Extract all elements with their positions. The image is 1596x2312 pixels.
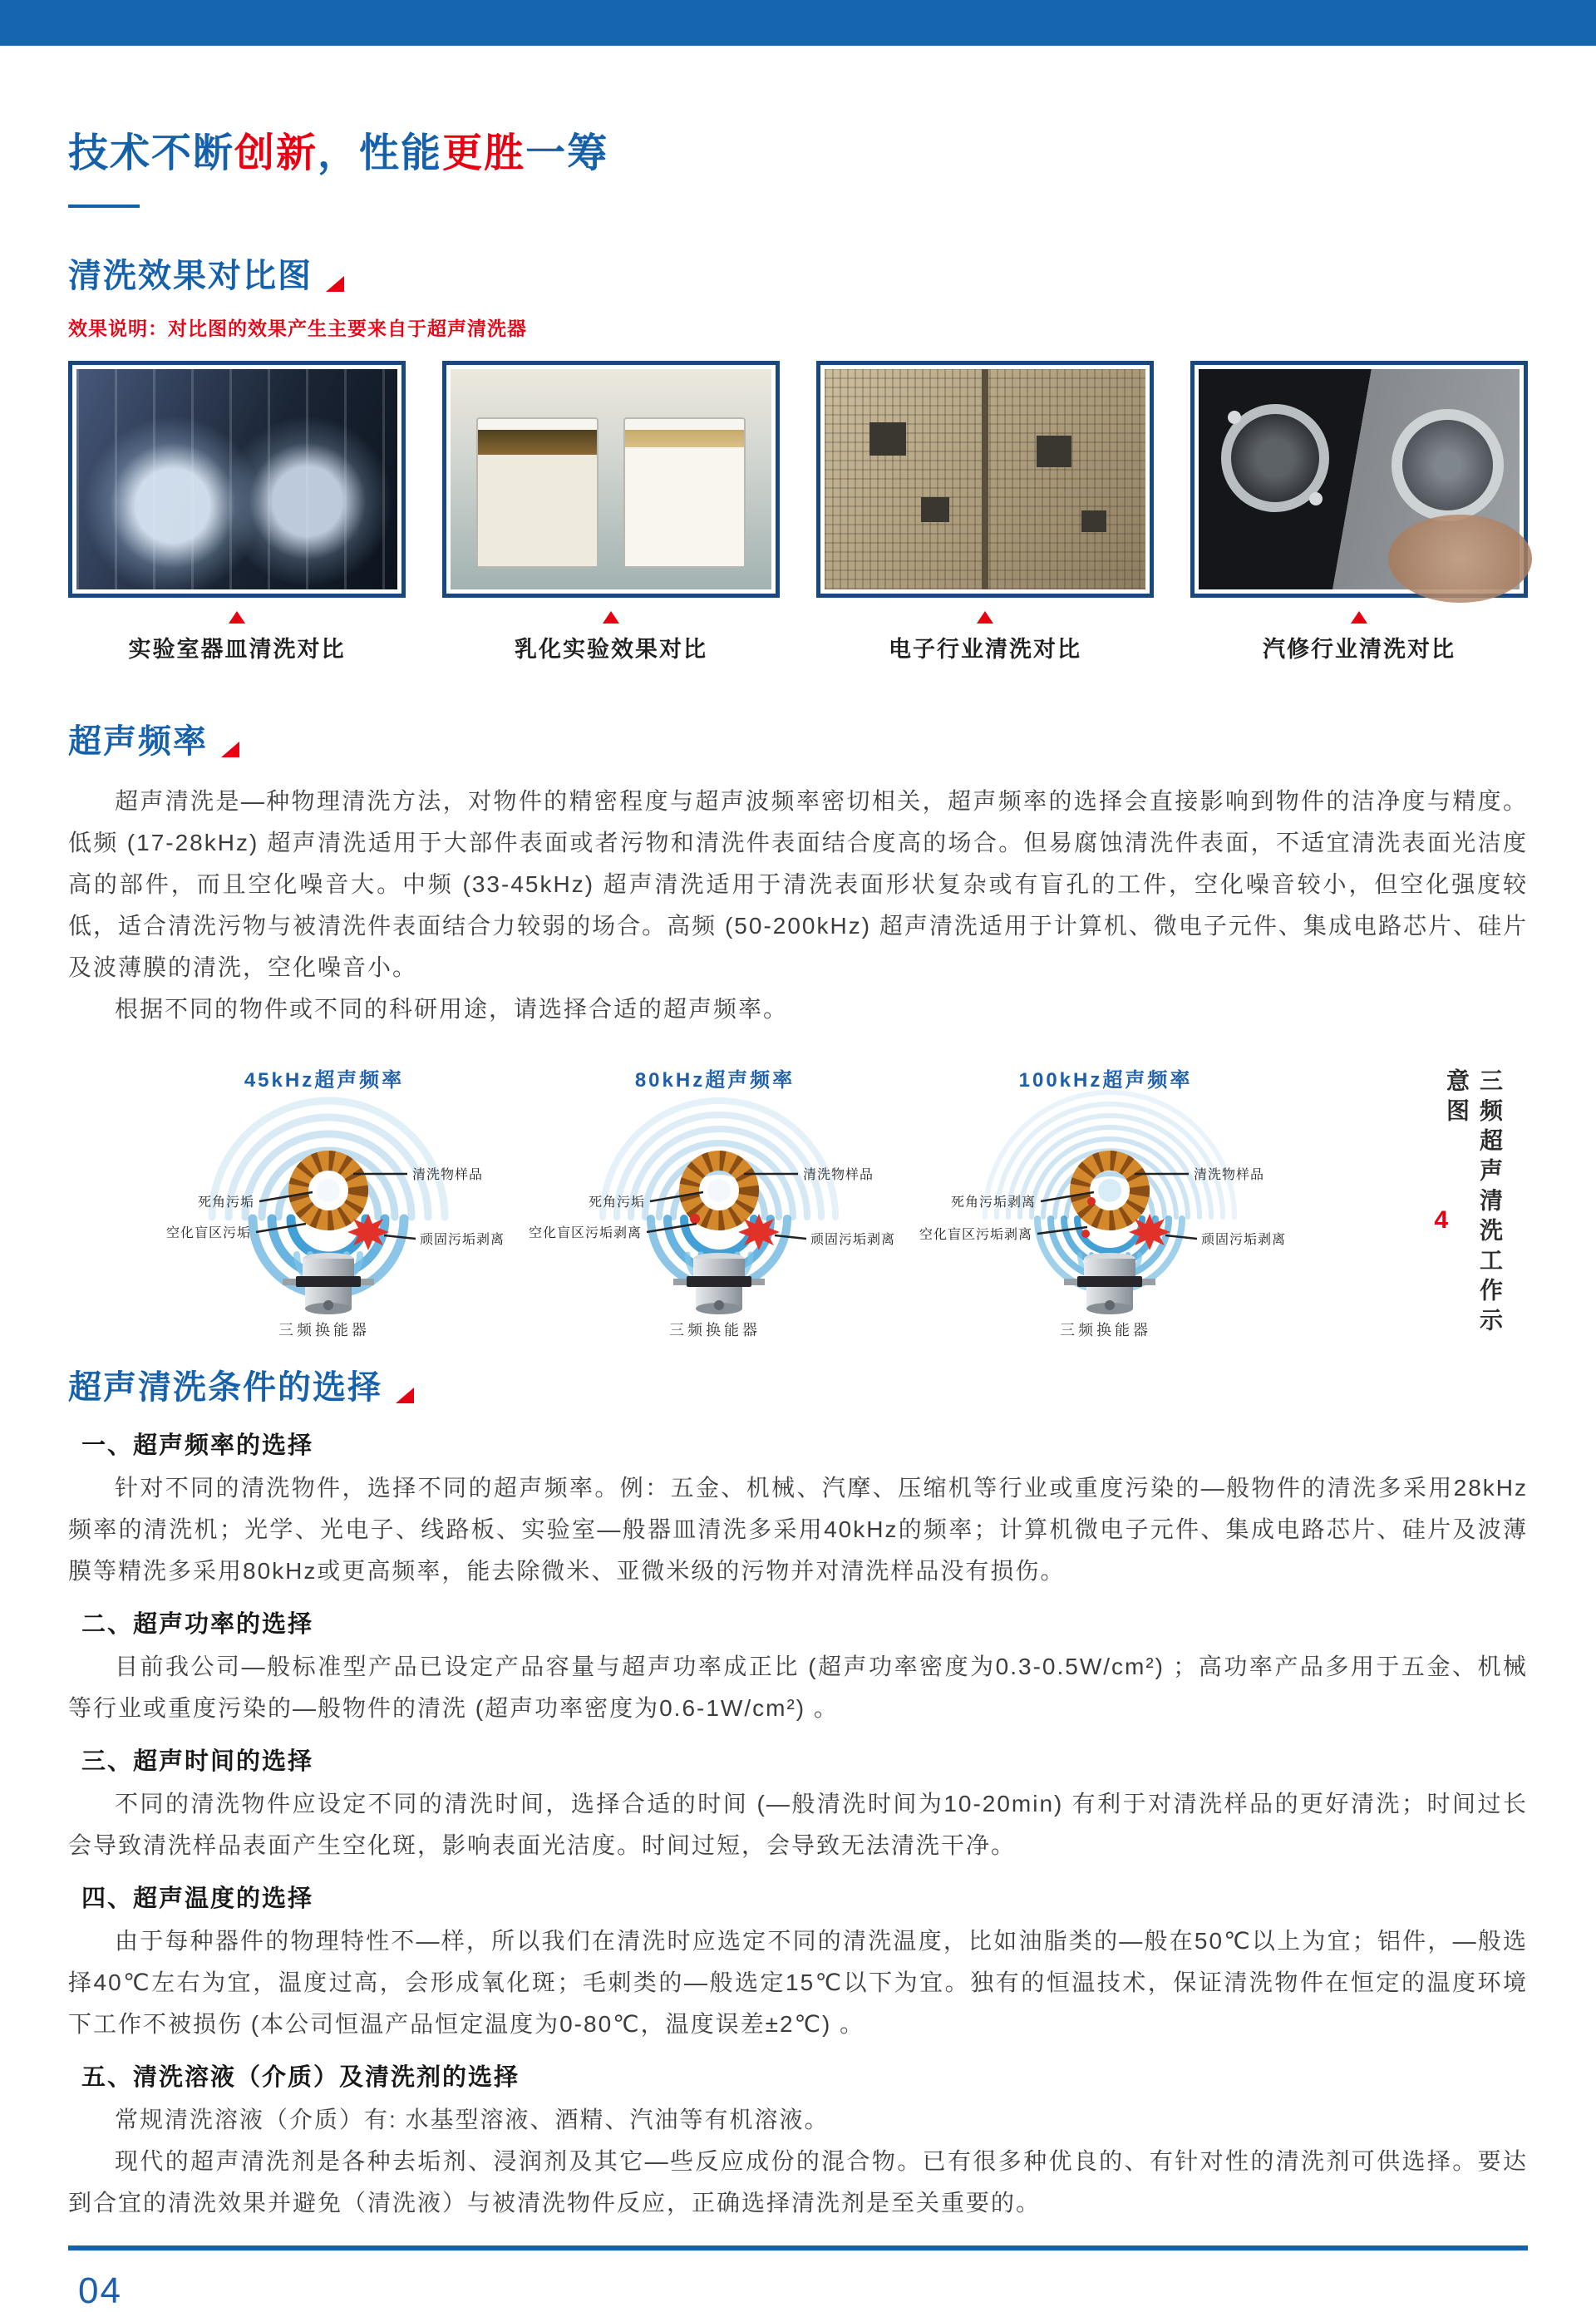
ultrasonic-diagram-graphic [158,1092,505,1317]
beaker-oil-layer [478,430,597,455]
label-stubborn-dirt: 顽固污垢剥离 [810,1233,896,1247]
stubborn-dirt-burst [738,1214,780,1250]
beaker-milk-layer [478,455,597,566]
diagram-title: 45kHz超声频率 [244,1069,405,1092]
caption-triangle-icon [229,611,245,624]
label-dead-corner: 死角污垢 [197,1195,254,1210]
title-segment: ， [318,131,360,175]
condition-item-paragraph: 不同的清洗物件应设定不同的清洗时间，选择合适的时间 (—般清洗时间为10-20min) 有利于对清洗样品的更好清洗；时间过长会导致清洗样品表面产生空化斑，影响表面光洁度。时间过短，会导致无法清洗干净。 [68,1791,1528,1858]
frequency-paragraph: 超声清洗是—种物理清洗方法，对物件的精密程度与超声波频率密切相关，超声频率的选择会直接影响到物件的洁净度与精度。低频 (17-28kHz) 超声清洗适用于大部件表面或者污物和清洗件表面结合度高的场合。但易腐蚀清洗件表面，不适宜清洗表面光洁度高的部件，而且空化噪音大。中频 (33-45kHz) 超声清洗适用于清洗表面形状复杂或有盲孔的工件，空化噪音较小，但空化强度较低，适合清洗污物与被清洗件表面结合力较弱的场合。高频 (50-200kHz) 超声清洗适用于计算机、微电子元件、集成电路芯片、硅片及波薄膜的清洗，空化噪音小。 [68,788,1528,980]
title-underline [68,205,140,208]
ultrasonic-diagram-graphic [528,1092,896,1317]
diagram-title: 100kHz超声频率 [1018,1069,1193,1092]
diagram-80khz [528,1063,896,1338]
dead-corner-dirt-dot [1087,1197,1096,1205]
bottom-divider [68,2245,1528,2250]
side-number: 4 [1434,1206,1448,1234]
photo-caption: 汽修行业清洗对比 [1263,637,1456,662]
photo-lab-glassware-image [76,369,397,589]
title-segment: 创新 [234,131,318,175]
photo-emulsion-beakers-image [451,369,771,589]
frequency-diagrams-row [68,1063,1528,1338]
label-cavitation-blind: 空化盲区污垢剥离 [528,1226,642,1240]
bolt [1309,492,1323,505]
page-title [68,121,1528,178]
condition-item-paragraph: 常规清洗溶液（介质）有: 水基型溶液、酒精、汽油等有机溶液。 [115,2107,830,2132]
frequency-section-heading [68,715,1528,762]
photo-caption: 电子行业清洗对比 [889,637,1081,662]
beaker-milk-layer [625,447,744,566]
beaker-right [623,417,746,567]
label-cavitation-blind: 空化盲区污垢剥离 [919,1228,1032,1242]
blind-zone-dirt-dot [690,1214,700,1224]
hand-hint [1388,515,1533,603]
photo-lab-glassware [68,361,406,598]
label-sample: 清洗物样品 [803,1168,874,1182]
top-blue-bar [0,0,1596,46]
transducer-caption: 三频换能器 [669,1322,761,1338]
title-segment: 性能 [359,131,443,175]
pcb-divider [982,369,988,589]
condition-item-paragraph: 由于每种器件的物理特性不—样，所以我们在清洗时应选定不同的清洗温度，比如油脂类的—般在50℃以上为宜；铝件，—般选择40℃左右为宜，温度过高，会形成氧化斑；毛刺类的—般选定15℃以下为宜。独有的恒温技术，保证清洗物件在恒定的温度环境下工作不被损伤 (本公司恒温产品恒定温度为0-80℃，温度误差±2℃) 。 [68,1928,1528,2037]
caption-triangle-icon [977,611,993,624]
caption-triangle-icon [603,611,619,624]
caption-triangle-icon [1351,611,1367,624]
condition-item-title: 五、清洗溶液（介质）及清洗剂的选择 [81,2064,520,2091]
conditions-section-heading [68,1361,1528,1408]
photo-circuit-boards-image [825,369,1145,589]
photo-auto-parts [1190,361,1528,598]
condition-item-title: 二、超声功率的选择 [81,1611,314,1638]
pcb-chip [869,422,906,456]
photo-emulsion-beakers [442,361,780,598]
comparison-photo-item [68,361,406,663]
compare-section-heading [68,249,1528,297]
triangle-marker-icon [396,1388,414,1403]
compare-heading-text: 清洗效果对比图 [68,258,313,294]
beaker-oil-layer [625,430,744,447]
page-content [0,121,1596,2312]
throttle-body-left [1221,404,1329,512]
photo-auto-parts-image [1199,369,1520,589]
stubborn-dirt-burst [347,1214,389,1250]
comparison-photos-row [68,361,1528,663]
transducer-graphic [1064,1253,1155,1314]
condition-item-paragraph: 针对不同的清洗物件，选择不同的超声频率。例：五金、机械、汽摩、压缩机等行业或重度污染的—般物件的清洗多采用28kHz频率的清洗机；光学、光电子、线路板、实验室—般器皿清洗多采用40kHz的频率；计算机微电子元件、集成电路芯片、硅片及波薄膜等精洗多采用80kHz或更高频率，能去除微米、亚微米级的污物并对清洗样品没有损伤。 [68,1475,1528,1584]
photo-circuit-boards [816,361,1154,598]
beaker-left [476,417,598,567]
photo-caption: 乳化实验效果对比 [515,637,707,662]
condition-item-title: 三、超声时间的选择 [81,1748,314,1775]
diagram-title: 80kHz超声频率 [634,1069,796,1092]
condition-item-paragraph: 目前我公司—般标准型产品已设定产品容量与超声功率成正比 (超声功率密度为0.3-0.5W/cm²) ；高功率产品多用于五金、机械等行业或重度污染的—般物件的清洗 (超声功率密度为0.6-1W/cm²) 。 [68,1654,1528,1721]
title-segment: 技术不断 [68,131,235,175]
bolt [1228,411,1241,424]
diagram-100khz [919,1063,1287,1338]
label-sample: 清洗物样品 [1194,1168,1265,1182]
diagram-45khz [158,1063,505,1338]
pcb-chip [1081,510,1106,532]
stubborn-dirt-burst [1129,1214,1170,1250]
title-segment: 一筹 [525,131,609,175]
condition-item-title: 一、超声频率的选择 [81,1432,314,1459]
diagram-side-vertical-label: 三频超声清洗工作示意图 [1444,1068,1503,1338]
label-stubborn-dirt: 顽固污垢剥离 [420,1233,505,1247]
label-sample: 清洗物样品 [412,1168,484,1182]
transducer-caption: 三频换能器 [1060,1322,1151,1338]
throttle-body-right [1392,409,1504,521]
frequency-heading-text: 超声频率 [68,723,208,760]
compare-note: 效果说明：对比图的效果产生主要来自于超声清洗器 [68,318,527,339]
condition-item-paragraph: 现代的超声清洗剂是各种去垢剂、浸润剂及其它—些反应成份的混合物。已有很多种优良的、有针对性的清洗剂可供选择。要达到合宜的清洗效果并避免（清洗液）与被清洗物件反应，正确选择清洗剂是至关重要的。 [68,2148,1528,2216]
condition-item-title: 四、超声温度的选择 [81,1886,314,1912]
comparison-photo-item [442,361,780,663]
triangle-marker-icon [221,742,239,757]
pcb-chip [921,497,949,522]
triangle-marker-icon [326,276,344,292]
page-number: 04 [78,2270,122,2311]
ultrasonic-diagram-graphic [919,1092,1287,1317]
label-dead-corner: 死角污垢 [588,1195,645,1210]
label-cavitation-blind: 空化盲区污垢 [165,1226,251,1240]
conditions-heading-text: 超声清洗条件的选择 [68,1369,382,1406]
comparison-photo-item [816,361,1154,663]
frequency-paragraph: 根据不同的物件或不同的科研用途，请选择合适的超声频率。 [115,996,789,1022]
label-stubborn-dirt: 顽固污垢剥离 [1201,1233,1287,1247]
photo-caption: 实验室器皿清洗对比 [128,637,346,662]
comparison-photo-item [1190,361,1528,663]
title-segment: 更胜 [442,131,526,175]
label-dead-corner: 死角污垢剥离 [950,1195,1036,1210]
blind-zone-dirt-dot [1081,1230,1090,1238]
transducer-caption: 三频换能器 [278,1322,370,1338]
pcb-chip [1037,436,1071,467]
